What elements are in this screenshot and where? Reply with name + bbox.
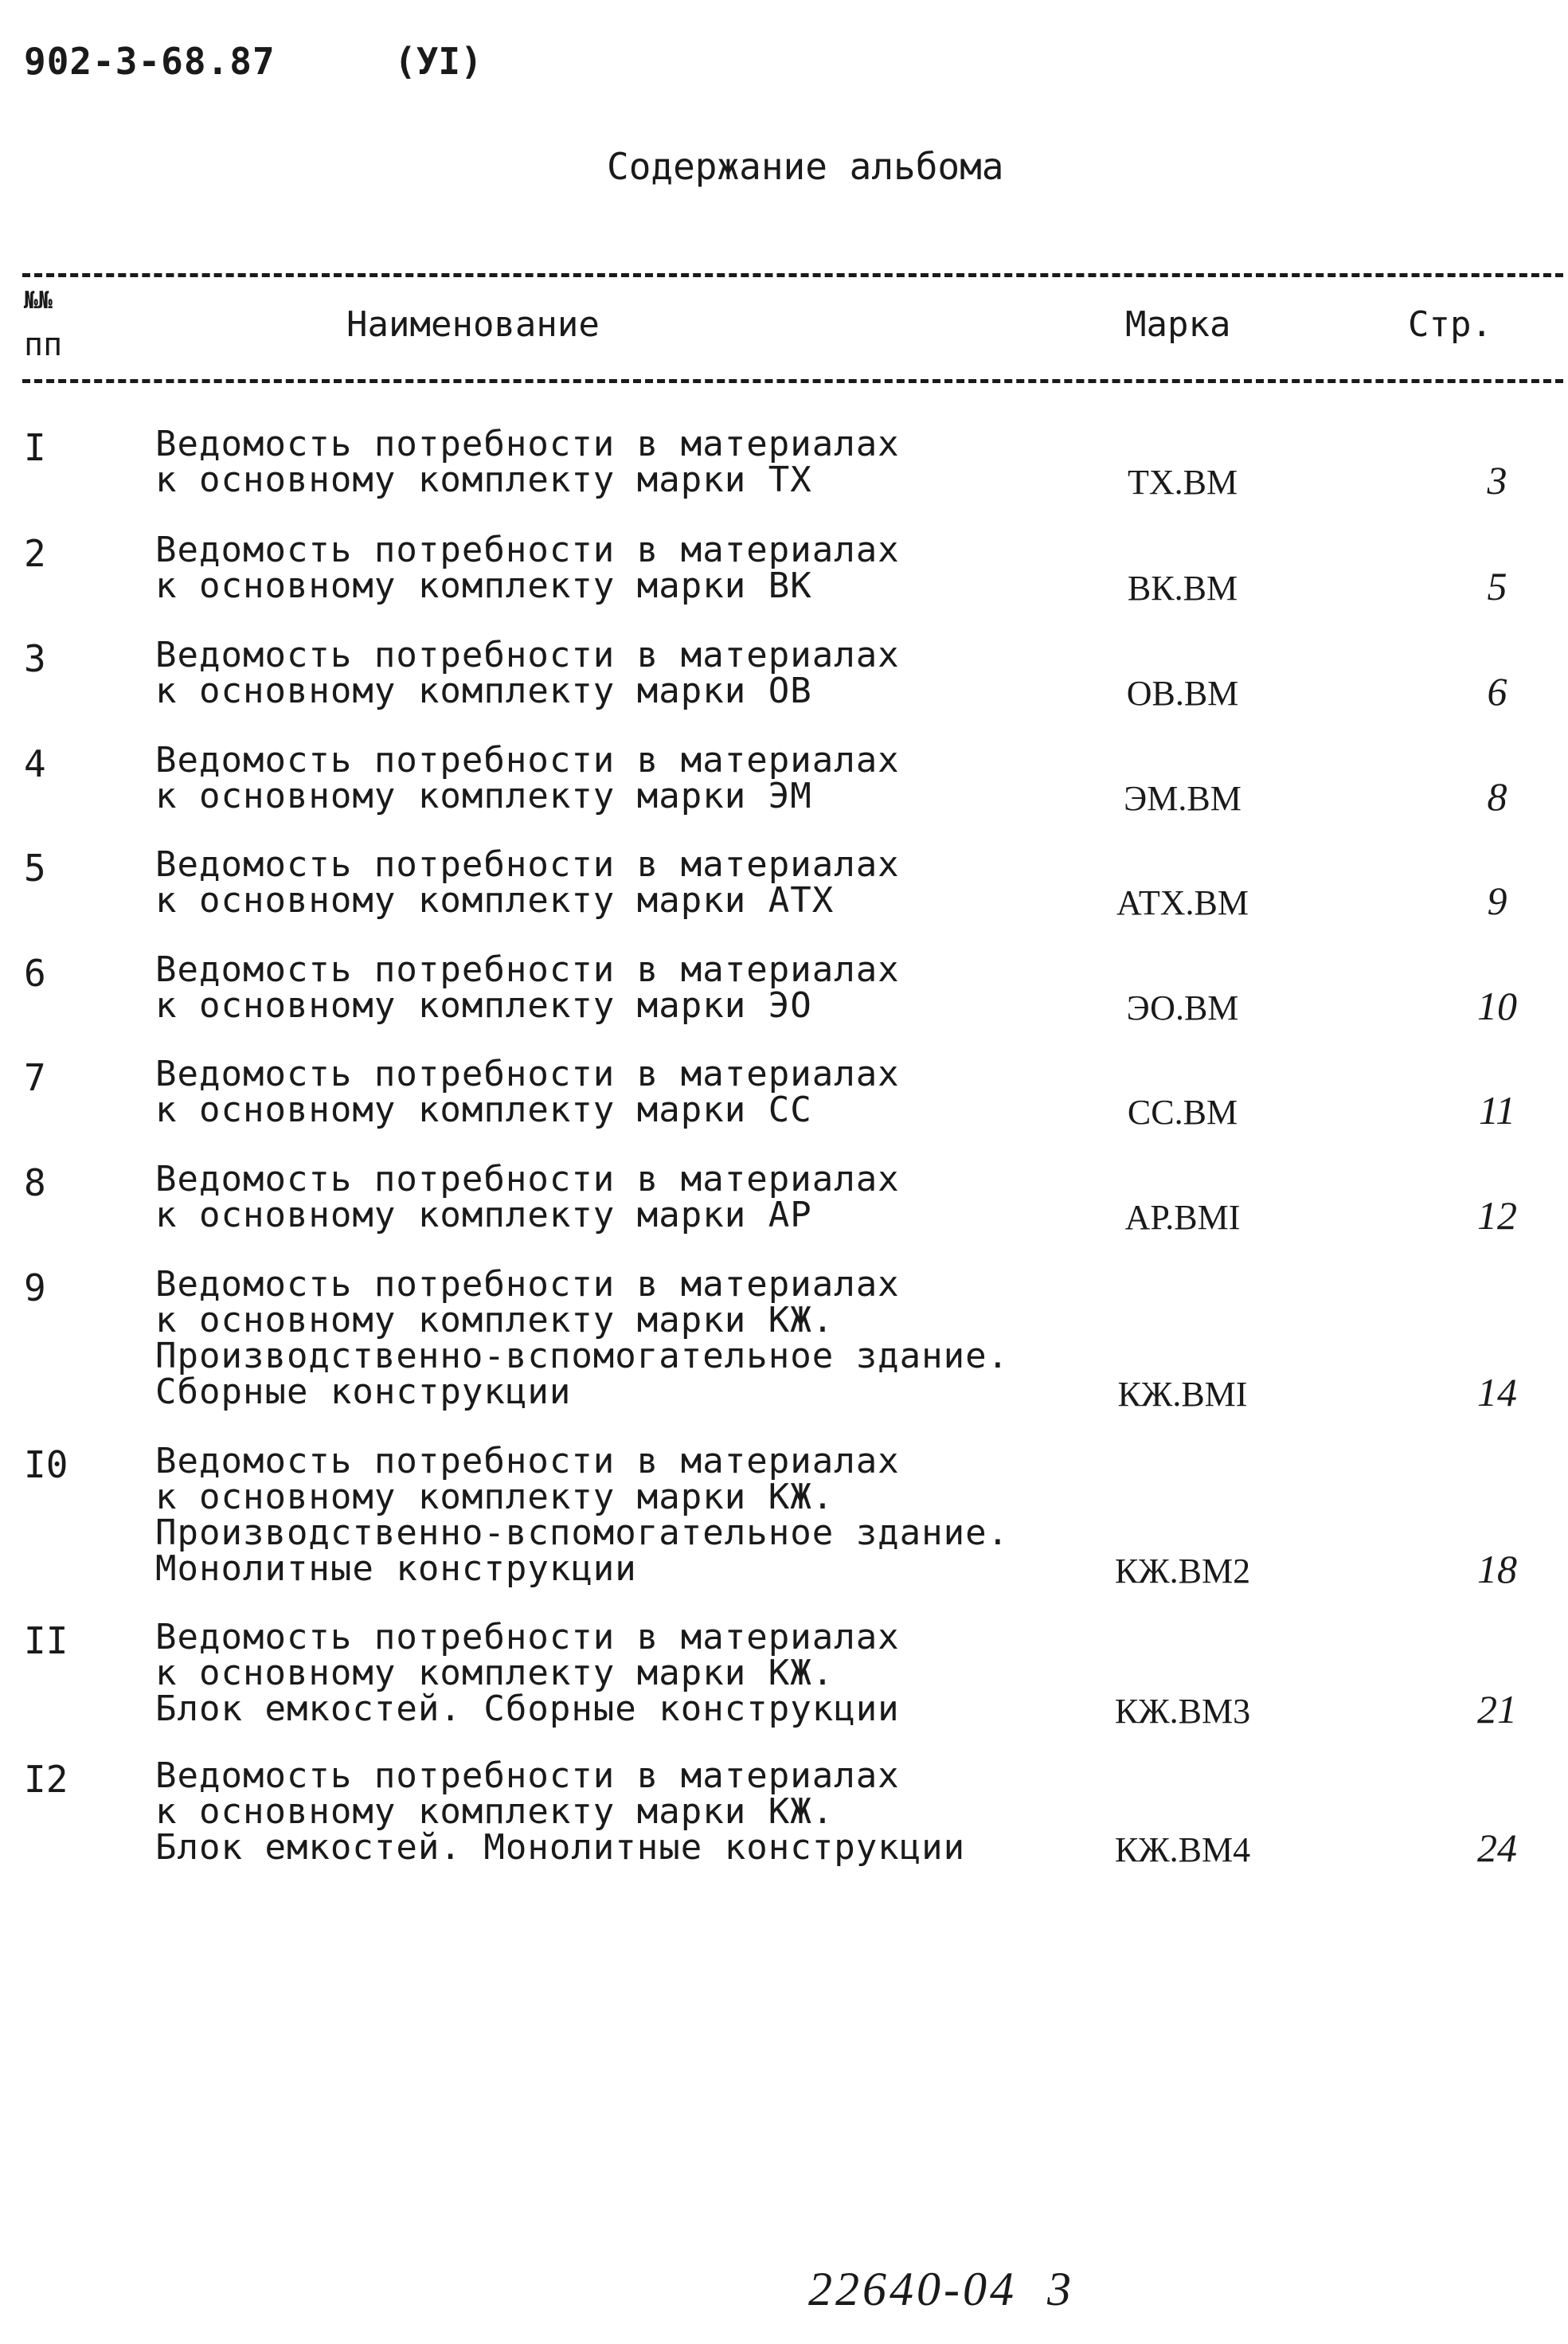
row-name-line: к основному комплекту марки АР (155, 1195, 812, 1235)
row-mark: АТХ.ВМ (1116, 883, 1249, 922)
row-number: I (24, 426, 46, 469)
col-header-num-line2: пп (24, 327, 63, 363)
row-name-line: Ведомость потребности в материалах (155, 949, 900, 990)
header-top-divider (22, 273, 1563, 277)
row-name (155, 844, 900, 921)
row-page-number: 18 (1477, 1547, 1517, 1591)
row-name-line: к основному комплекту марки ОВ (155, 671, 812, 711)
row-name (155, 1266, 1009, 1410)
row-page-number: 10 (1477, 984, 1517, 1028)
row-name-line: к основному комплекту марки КЖ. (155, 1300, 835, 1340)
footer-stamp: 22640-04 3 (808, 2263, 1074, 2315)
row-page-number: 9 (1487, 879, 1507, 923)
col-header-num-line1: №№ (24, 287, 53, 315)
header-bottom-divider (22, 379, 1563, 383)
row-name-line: к основному комплекту марки СС (155, 1090, 812, 1130)
row-number: 3 (24, 637, 46, 680)
row-name-line: Сборные конструкции (155, 1372, 572, 1412)
row-name-line: к основному комплекту марки АТХ (155, 880, 835, 921)
row-page-number: 12 (1477, 1193, 1517, 1238)
page-title: Содержание альбома (607, 145, 1004, 188)
row-name-line: Ведомость потребности в материалах (155, 635, 900, 675)
row-page-number: 3 (1487, 458, 1507, 503)
sheet-designation: (УI) (394, 40, 483, 83)
row-number: 9 (24, 1266, 46, 1309)
row-mark: ТХ.ВМ (1127, 463, 1238, 502)
row-name (155, 426, 900, 498)
row-name-line: к основному комплекту марки ВК (155, 565, 812, 606)
row-number: 5 (24, 847, 46, 890)
row-page-number: 14 (1477, 1370, 1517, 1415)
col-header-page: Стр. (1408, 304, 1492, 345)
row-name-line: Ведомость потребности в материалах (155, 1755, 900, 1796)
row-name (155, 1443, 1009, 1587)
row-name (155, 637, 900, 709)
row-name-line: к основному комплекту марки ЭМ (155, 776, 812, 816)
row-name (155, 1161, 900, 1233)
row-name-line: к основному комплекту марки КЖ. (155, 1477, 835, 1517)
row-name-line: Ведомость потребности в материалах (155, 1441, 900, 1481)
row-number: II (24, 1619, 68, 1662)
row-mark: КЖ.ВМI (1117, 1375, 1248, 1414)
row-name-line: к основному комплекту марки КЖ. (155, 1791, 835, 1832)
row-mark: КЖ.ВМ3 (1114, 1692, 1251, 1731)
row-page-number: 6 (1487, 669, 1507, 714)
row-name-line: Производственно-вспомогательное здание. (155, 1512, 1010, 1553)
row-name-line: к основному комплекту марки ТХ (155, 460, 812, 500)
row-name-line: Ведомость потребности в материалах (155, 1054, 900, 1094)
row-number: 6 (24, 952, 46, 995)
row-name-line: Блок емкостей. Сборные конструкции (155, 1689, 900, 1729)
row-number: I0 (24, 1443, 68, 1486)
row-number: I2 (24, 1758, 68, 1801)
row-name (155, 742, 900, 814)
row-name (155, 1056, 900, 1128)
row-name (155, 949, 900, 1026)
row-name-line: Ведомость потребности в материалах (155, 1617, 900, 1657)
row-name-line: Монолитные конструкции (155, 1548, 637, 1589)
row-number: 8 (24, 1161, 46, 1204)
row-name-line: к основному комплекту марки ЭО (155, 985, 812, 1026)
row-name-line: Ведомость потребности в материалах (155, 1159, 900, 1199)
row-mark: ЭМ.ВМ (1124, 779, 1241, 818)
row-mark: ОВ.ВМ (1126, 674, 1239, 713)
row-page-number: 8 (1487, 774, 1507, 819)
row-name (155, 1619, 900, 1727)
row-name-line: Ведомость потребности в материалах (155, 740, 900, 781)
row-page-number: 11 (1478, 1088, 1516, 1133)
row-name-line: Производственно-вспомогательное здание. (155, 1336, 1010, 1376)
row-mark: ЭО.ВМ (1126, 988, 1239, 1027)
row-name (155, 532, 900, 604)
col-header-name: Наименование (346, 304, 600, 345)
document-code: 902-3-68.87 (24, 40, 276, 83)
row-name-line: Ведомость потребности в материалах (155, 844, 900, 885)
row-name (155, 1755, 966, 1868)
row-page-number: 5 (1487, 564, 1507, 609)
row-page-number: 21 (1477, 1687, 1517, 1732)
row-mark: СС.ВМ (1127, 1093, 1238, 1132)
row-name-line: Ведомость потребности в материалах (155, 530, 900, 570)
row-number: 2 (24, 532, 46, 575)
row-number: 4 (24, 742, 46, 785)
row-mark: ВК.ВМ (1127, 569, 1238, 608)
row-name-line: Блок емкостей. Монолитные конструкции (155, 1827, 966, 1868)
col-header-mark: Марка (1125, 304, 1231, 345)
row-page-number: 24 (1477, 1826, 1517, 1870)
row-mark: АР.ВМI (1124, 1198, 1241, 1237)
row-name-line: Ведомость потребности в материалах (155, 424, 900, 464)
row-mark: КЖ.ВМ4 (1114, 1830, 1251, 1869)
row-mark: КЖ.ВМ2 (1114, 1552, 1251, 1591)
row-name-line: к основному комплекту марки КЖ. (155, 1653, 835, 1693)
row-number: 7 (24, 1056, 46, 1099)
row-name-line: Ведомость потребности в материалах (155, 1264, 900, 1305)
